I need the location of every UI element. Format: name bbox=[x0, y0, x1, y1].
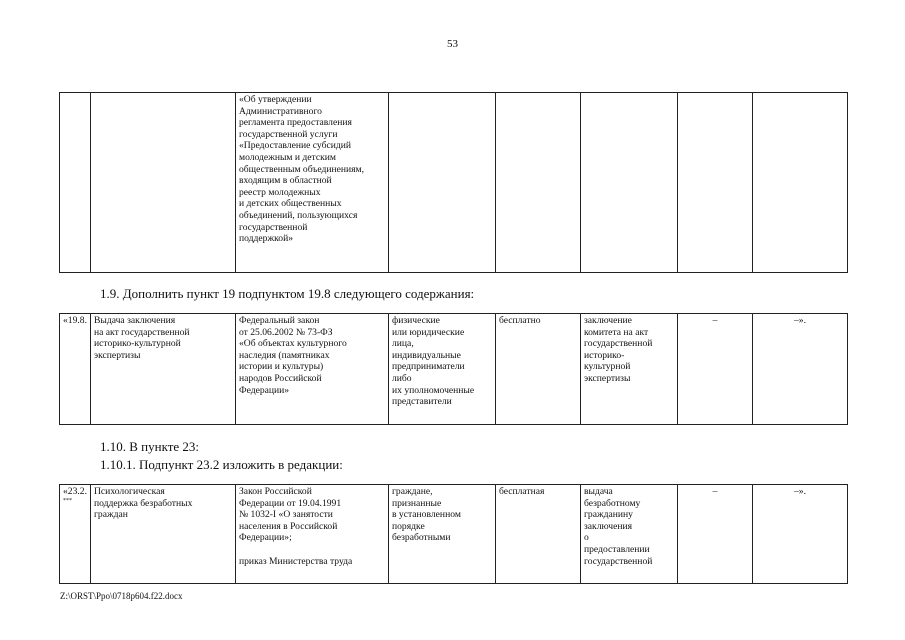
cell-fee bbox=[496, 93, 581, 273]
cell-legal-basis: Закон Российской Федерации от 19.04.1991 № 1032-I «О занятости населения в Российской Федерации»; приказ Министерства труда bbox=[236, 485, 389, 584]
cell-service-name bbox=[91, 93, 236, 273]
cell-result bbox=[581, 93, 678, 273]
cell-fee: бесплатная bbox=[496, 485, 581, 584]
table-row bbox=[60, 485, 848, 584]
cell-fee: бесплатно bbox=[496, 314, 581, 425]
cell-number-text: «23.2. bbox=[63, 486, 87, 497]
cell-col8: –». bbox=[753, 485, 848, 584]
table-row bbox=[60, 93, 848, 273]
cell-legal-basis: Федеральный закон от 25.06.2002 № 73-ФЗ «Об объектах культурного наследия (памятниках истории и культуры) народов Российской Федерации» bbox=[236, 314, 389, 425]
cell-col8: –». bbox=[753, 314, 848, 425]
cell-applicants bbox=[389, 93, 496, 273]
cell-col8 bbox=[753, 93, 848, 273]
file-path-footer: Z:\ORST\Ppo\0718p604.f22.docx bbox=[60, 591, 183, 601]
table-row bbox=[60, 314, 848, 425]
table-19-8 bbox=[59, 313, 848, 425]
cell-service-name: Выдача заключения на акт государственной историко-культурной экспертизы bbox=[91, 314, 236, 425]
heading-1-10: 1.10. В пункте 23: bbox=[100, 439, 200, 454]
cell-result: выдача безработному гражданину заключения о предоставлении государственной bbox=[581, 485, 678, 584]
table-continuation bbox=[59, 92, 848, 273]
footnote-mark: *** bbox=[63, 497, 72, 504]
cell-result: заключение комитета на акт государственной историко- культурной экспертизы bbox=[581, 314, 678, 425]
table-23-2 bbox=[59, 484, 848, 584]
cell-service-name: Психологическая поддержка безработных граждан bbox=[91, 485, 236, 584]
cell-applicants: физические или юридические лица, индивидуальные предприниматели либо их уполномоченные представители bbox=[389, 314, 496, 425]
cell-number: «19.8. bbox=[60, 314, 91, 425]
heading-1-9: 1.9. Дополнить пункт 19 подпунктом 19.8 следующего содержания: bbox=[100, 286, 475, 301]
cell-col7: – bbox=[678, 485, 753, 584]
heading-1-10-1: 1.10.1. Подпункт 23.2 изложить в редакции: bbox=[100, 457, 343, 472]
cell-number bbox=[60, 485, 91, 584]
cell-number bbox=[60, 93, 91, 273]
cell-col7 bbox=[678, 93, 753, 273]
cell-col7: – bbox=[678, 314, 753, 425]
cell-legal-basis: «Об утверждении Административного регламента предоставления государственной услуги «Предоставление субсидий молодежным и детским общественным объединениям, входящим в областной реестр молодежных и детских общественных объединений, пользующихся государственной поддержкой» bbox=[236, 93, 389, 273]
cell-applicants: граждане, признанные в установленном порядке безработными bbox=[389, 485, 496, 584]
page-number: 53 bbox=[447, 38, 458, 50]
